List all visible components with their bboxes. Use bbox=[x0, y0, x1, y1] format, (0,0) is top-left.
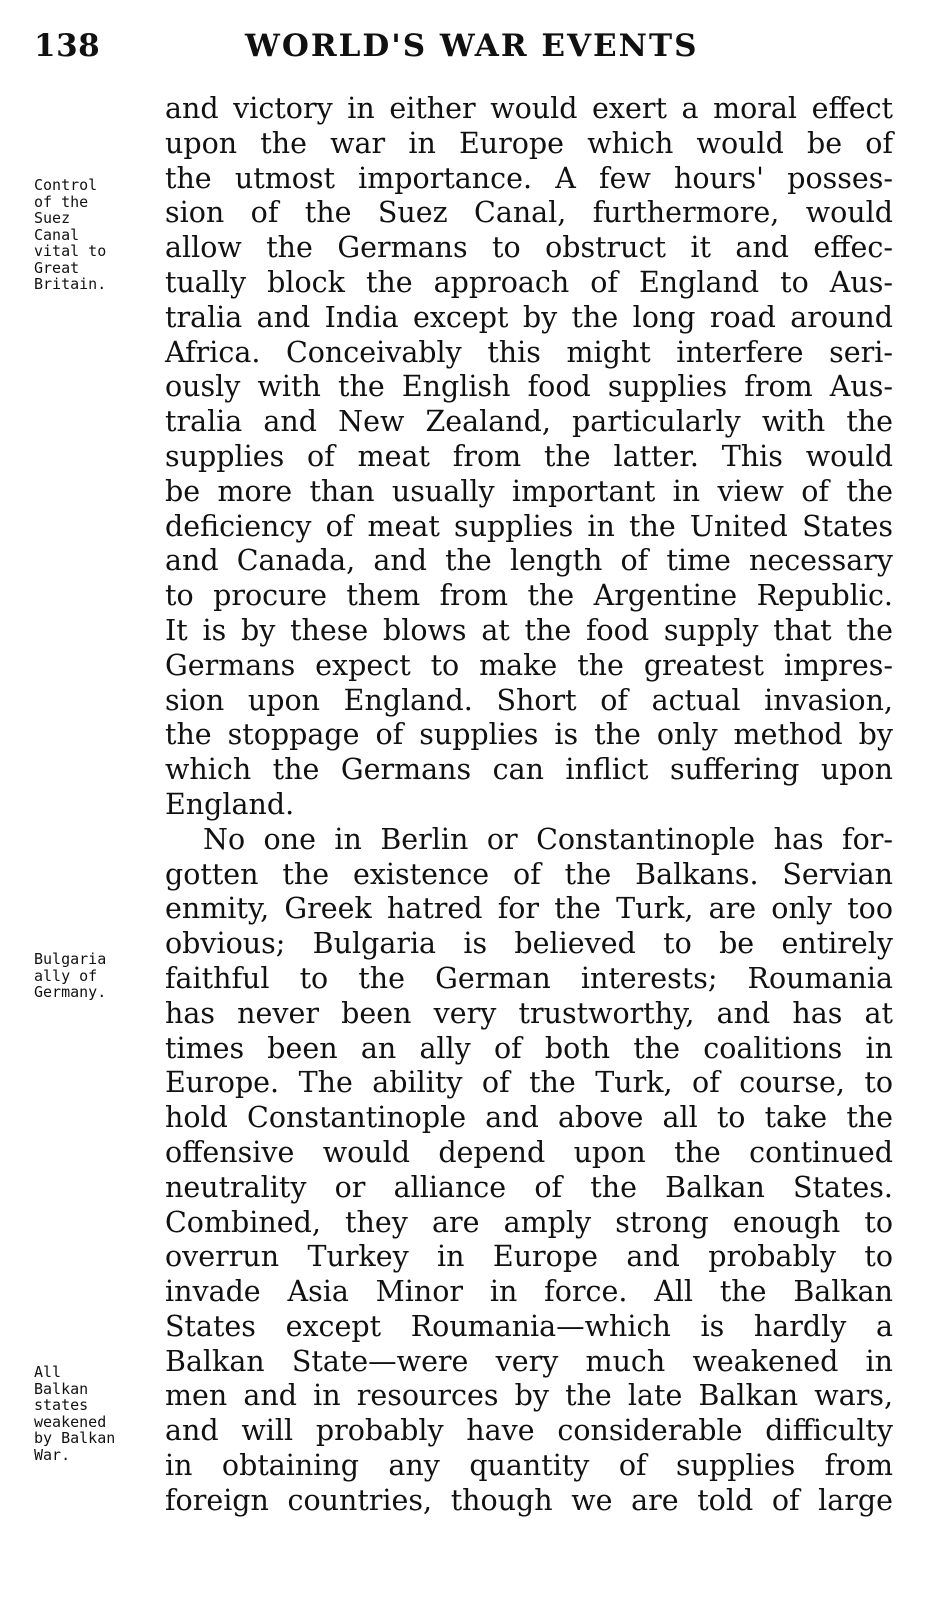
text-line: sion upon England. Short of actual invasion, bbox=[165, 683, 893, 717]
text-line: enmity, Greek hatred for the Turk, are only too bbox=[165, 892, 893, 926]
text-line: tually block the approach of England to Aus- bbox=[165, 265, 893, 299]
sidenote-line: Bulgaria bbox=[34, 950, 107, 968]
sidenote-line: Britain. bbox=[34, 275, 107, 293]
text-line: in obtaining any quantity of supplies from bbox=[165, 1449, 893, 1483]
text-line: tralia and New Zealand, particularly with the bbox=[165, 405, 893, 439]
text-line: faithful to the German interests; Roumania bbox=[165, 961, 893, 995]
text-line: allow the Germans to obstruct it and effec- bbox=[165, 231, 893, 265]
text-line: to procure them from the Argentine Republic. bbox=[165, 579, 893, 613]
text-line: deficiency of meat supplies in the United States bbox=[165, 509, 893, 543]
text-line: States except Roumania—which is hardly a bbox=[165, 1309, 893, 1343]
text-line: men and in resources by the late Balkan wars, bbox=[165, 1379, 893, 1413]
text-line: hold Constantinople and above all to take the bbox=[165, 1101, 893, 1135]
text-line: It is by these blows at the food supply that the bbox=[165, 613, 893, 647]
text-line: times been an ally of both the coalitions in bbox=[165, 1031, 893, 1065]
sidenote-line: of the bbox=[34, 192, 89, 211]
sidenote-line: Germany. bbox=[34, 983, 107, 1001]
text-line: which the Germans can inflict suffering upon bbox=[165, 753, 893, 787]
text-line: the stoppage of supplies is the only method by bbox=[165, 718, 893, 752]
sidenote-bulgaria bbox=[34, 951, 162, 1001]
sidenote-line: All bbox=[34, 1363, 62, 1381]
sidenote-line: by Balkan bbox=[34, 1429, 116, 1447]
text-line: be more than usually important in view of the bbox=[165, 474, 893, 508]
text-line: sion of the Suez Canal, furthermore, would bbox=[165, 196, 893, 230]
text-line: supplies of meat from the latter. This would bbox=[165, 439, 893, 473]
text-line: England. bbox=[165, 787, 295, 821]
sidenote-line: vital to bbox=[34, 242, 107, 260]
text-line: overrun Turkey in Europe and probably to bbox=[165, 1240, 893, 1274]
text-line: neutrality or alliance of the Balkan States. bbox=[165, 1170, 893, 1204]
sidenote-suez-canal bbox=[34, 177, 162, 293]
text-line: upon the war in Europe which would be of bbox=[165, 126, 893, 160]
text-line: tralia and India except by the long road around bbox=[165, 300, 893, 334]
sidenote-balkan-states bbox=[34, 1364, 162, 1463]
text-line: Europe. The ability of the Turk, of course, to bbox=[165, 1066, 893, 1100]
text-line: the utmost importance. A few hours' posses- bbox=[165, 161, 893, 195]
text-line: Africa. Conceivably this might interfere seri- bbox=[165, 335, 893, 369]
text-line: gotten the existence of the Balkans. Servian bbox=[165, 857, 893, 891]
body-text bbox=[165, 92, 893, 1519]
sidenote-line: Control bbox=[34, 176, 98, 194]
page-header bbox=[34, 28, 894, 72]
text-line: foreign countries, though we are told of large bbox=[165, 1483, 893, 1517]
sidenote-line: Balkan bbox=[34, 1379, 89, 1398]
sidenote-line: ally of bbox=[34, 966, 98, 985]
text-line: offensive would depend upon the continued bbox=[165, 1135, 893, 1169]
page-number: 138 bbox=[34, 28, 101, 64]
text-line: and victory in either would exert a moral effect bbox=[165, 92, 893, 125]
sidenote-line: War. bbox=[34, 1445, 71, 1464]
text-line: ously with the English food supplies from Aus- bbox=[165, 370, 893, 404]
sidenote-line: weakened bbox=[34, 1412, 107, 1431]
text-line: and Canada, and the length of time necessary bbox=[165, 544, 893, 578]
text-line: has never been very trustworthy, and has at bbox=[165, 996, 893, 1030]
running-title: WORLD'S WAR EVENTS bbox=[245, 28, 699, 64]
sidenote-line: states bbox=[34, 1396, 89, 1414]
text-line: obvious; Bulgaria is believed to be entirely bbox=[165, 927, 893, 961]
text-line: Balkan State—were very much weakened in bbox=[165, 1344, 893, 1378]
text-line: and will probably have considerable difficulty bbox=[165, 1414, 893, 1448]
sidenote-line: Suez bbox=[34, 209, 71, 227]
text-line: Combined, they are amply strong enough to bbox=[165, 1205, 893, 1239]
text-line: invade Asia Minor in force. All the Balkan bbox=[165, 1275, 893, 1309]
text-line: Germans expect to make the greatest impres- bbox=[165, 648, 893, 682]
sidenote-line: Canal bbox=[34, 225, 80, 244]
sidenote-line: Great bbox=[34, 258, 80, 277]
text-line: No one in Berlin or Constantinople has for- bbox=[203, 822, 893, 856]
